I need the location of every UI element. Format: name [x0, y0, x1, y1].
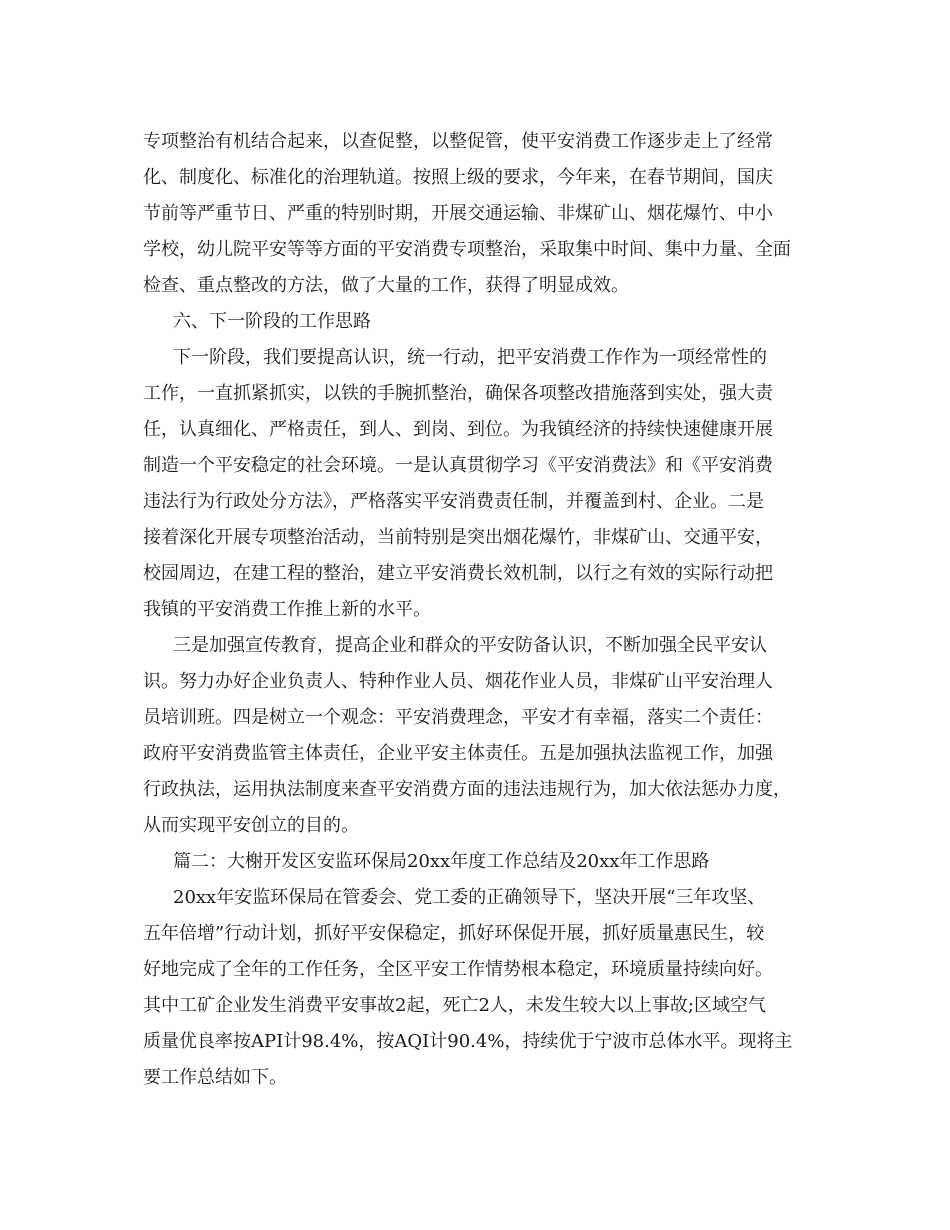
article-heading: 篇二：大榭开发区安监环保局20xx年度工作总结及20xx年工作思路: [173, 851, 710, 872]
text-line: 工作，一直抓紧抓实，以铁的手腕抓整治，确保各项整改措施落到实处，强大责: [143, 383, 773, 404]
text-line: 质量优良率按API计98.4%，按AQI计90.4%，持续优于宁波市总体水平。现将主: [143, 1031, 793, 1052]
text-line: 五年倍增”行动计划，抓好平安保稳定，抓好环保促开展，抓好质量惠民生，较: [143, 923, 765, 944]
text-line: 违法行为行政处分方法》，严格落实平安消费责任制，并覆盖到村、企业。二是: [143, 491, 764, 512]
text-line: 要工作总结如下。: [143, 1067, 287, 1088]
text-line: 节前等严重节日、严重的特别时期，开展交通运输、非煤矿山、烟花爆竹、中小: [143, 203, 773, 224]
text-line: 接着深化开展专项整治活动，当前特别是突出烟花爆竹，非煤矿山、交通平安，: [143, 527, 773, 548]
text-line: 三是加强宣传教育，提高企业和群众的平安防备认识，不断加强全民平安认: [173, 635, 767, 656]
text-line: 检查、重点整改的方法，做了大量的工作，获得了明显成效。: [143, 275, 629, 296]
text-line: 从而实现平安创立的目的。: [143, 815, 359, 836]
text-line: 好地完成了全年的工作任务，全区平安工作情势根本稳定，环境质量持续向好。: [143, 959, 773, 980]
text-line: 行政执法，运用执法制度来查平安消费方面的违法违规行为，加大依法惩办力度，: [143, 779, 791, 800]
text-line: 学校，幼儿院平安等等方面的平安消费专项整治，采取集中时间、集中力量、全面: [143, 239, 791, 260]
text-line: 下一阶段，我们要提高认识，统一行动，把平安消费工作作为一项经常性的: [173, 347, 767, 368]
text-line: 政府平安消费监管主体责任，企业平安主体责任。五是加强执法监视工作，加强: [143, 743, 773, 764]
text-line: 其中工矿企业发生消费平安事故2起，死亡2人，未发生较大以上事故;区域空气: [143, 995, 766, 1016]
text-line: 20xx年安监环保局在管委会、党工委的正确领导下，坚决开展“三年攻坚、: [173, 887, 766, 908]
text-line: 员培训班。四是树立一个观念：平安消费理念，平安才有幸福，落实二个责任：: [143, 707, 773, 728]
text-line: 专项整治有机结合起来，以查促整，以整促管，使平安消费工作逐步走上了经常: [143, 131, 773, 152]
section-heading: 六、下一阶段的工作思路: [173, 311, 371, 332]
text-line: 校园周边，在建工程的整治，建立平安消费长效机制，以行之有效的实际行动把: [143, 563, 773, 584]
document-body: [143, 124, 808, 1096]
text-line: 识。努力办好企业负责人、特种作业人员、烟花作业人员，非煤矿山平安治理人: [143, 671, 773, 692]
text-line: 我镇的平安消费工作推上新的水平。: [143, 599, 431, 620]
text-line: 化、制度化、标准化的治理轨道。按照上级的要求，今年来，在春节期间，国庆: [143, 167, 773, 188]
text-line: 任，认真细化、严格责任，到人、到岗、到位。为我镇经济的持续快速健康开展: [143, 419, 773, 440]
text-line: 制造一个平安稳定的社会环境。一是认真贯彻学习《平安消费法》和《平安消费: [143, 455, 773, 476]
